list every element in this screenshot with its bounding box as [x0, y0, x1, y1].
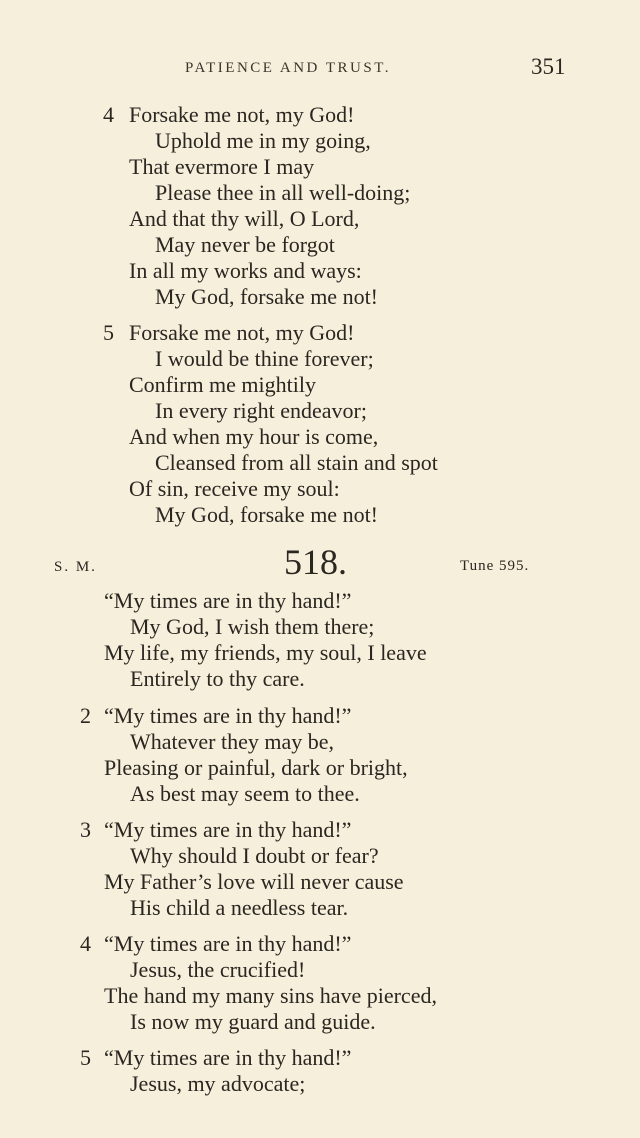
- verse-line: May never be forgot: [155, 232, 335, 257]
- verse-line: Whatever they may be,: [130, 729, 335, 754]
- verse-line: Pleasing or painful, dark or bright,: [104, 755, 408, 780]
- verse-line: My Father’s love will never cause: [104, 869, 404, 894]
- verse-line: That evermore I may: [129, 154, 315, 179]
- stanza-number: 5: [103, 320, 114, 345]
- verse-line: Is now my guard and guide.: [130, 1009, 376, 1034]
- verse-line: My God, forsake me not!: [155, 284, 379, 309]
- verse-line: “My times are in thy hand!”: [104, 588, 352, 613]
- verse-line: “My times are in thy hand!”: [104, 1045, 352, 1070]
- verse-line: “My times are in thy hand!”: [104, 931, 352, 956]
- verse-line: Forsake me not, my God!: [129, 102, 355, 127]
- verse-line: Cleansed from all stain and spot: [155, 450, 438, 475]
- stanza-number: 5: [80, 1045, 91, 1070]
- verse-line: “My times are in thy hand!”: [104, 703, 352, 728]
- verse-line: The hand my many sins have pierced,: [104, 983, 437, 1008]
- verse-line: Jesus, my advocate;: [130, 1071, 306, 1096]
- verse-line: Forsake me not, my God!: [129, 320, 355, 345]
- stanza-number: 3: [80, 817, 91, 842]
- verse-line: In every right endeavor;: [155, 398, 367, 423]
- verse-line: My life, my friends, my soul, I leave: [104, 640, 427, 665]
- meter-label: S. M.: [54, 559, 97, 575]
- verse-line: As best may seem to thee.: [130, 781, 360, 806]
- stanza-number: 4: [80, 931, 91, 956]
- verse-line: In all my works and ways:: [129, 258, 362, 283]
- verse-line: Of sin, receive my soul:: [129, 476, 340, 501]
- tune-reference: Tune 595.: [460, 558, 530, 574]
- verse-line: I would be thine forever;: [155, 346, 374, 371]
- verse-line: Jesus, the crucified!: [130, 957, 306, 982]
- hymn-number: 518.: [284, 542, 347, 582]
- page-number: 351: [531, 54, 566, 79]
- stanza-number: 2: [80, 703, 91, 728]
- verse-line: Entirely to thy care.: [130, 666, 305, 691]
- verse-line: My God, I wish them there;: [130, 614, 375, 639]
- verse-line: And when my hour is come,: [129, 424, 379, 449]
- verse-line: Why should I doubt or fear?: [130, 843, 379, 868]
- running-header: PATIENCE AND TRUST.: [185, 60, 391, 76]
- verse-line: Please thee in all well-doing;: [155, 180, 411, 205]
- verse-line: His child a needless tear.: [130, 895, 349, 920]
- verse-line: And that thy will, O Lord,: [129, 206, 360, 231]
- verse-line: Uphold me in my going,: [155, 128, 371, 153]
- verse-line: Confirm me mightily: [129, 372, 316, 397]
- verse-line: “My times are in thy hand!”: [104, 817, 352, 842]
- stanza-number: 4: [103, 102, 114, 127]
- verse-line: My God, forsake me not!: [155, 502, 379, 527]
